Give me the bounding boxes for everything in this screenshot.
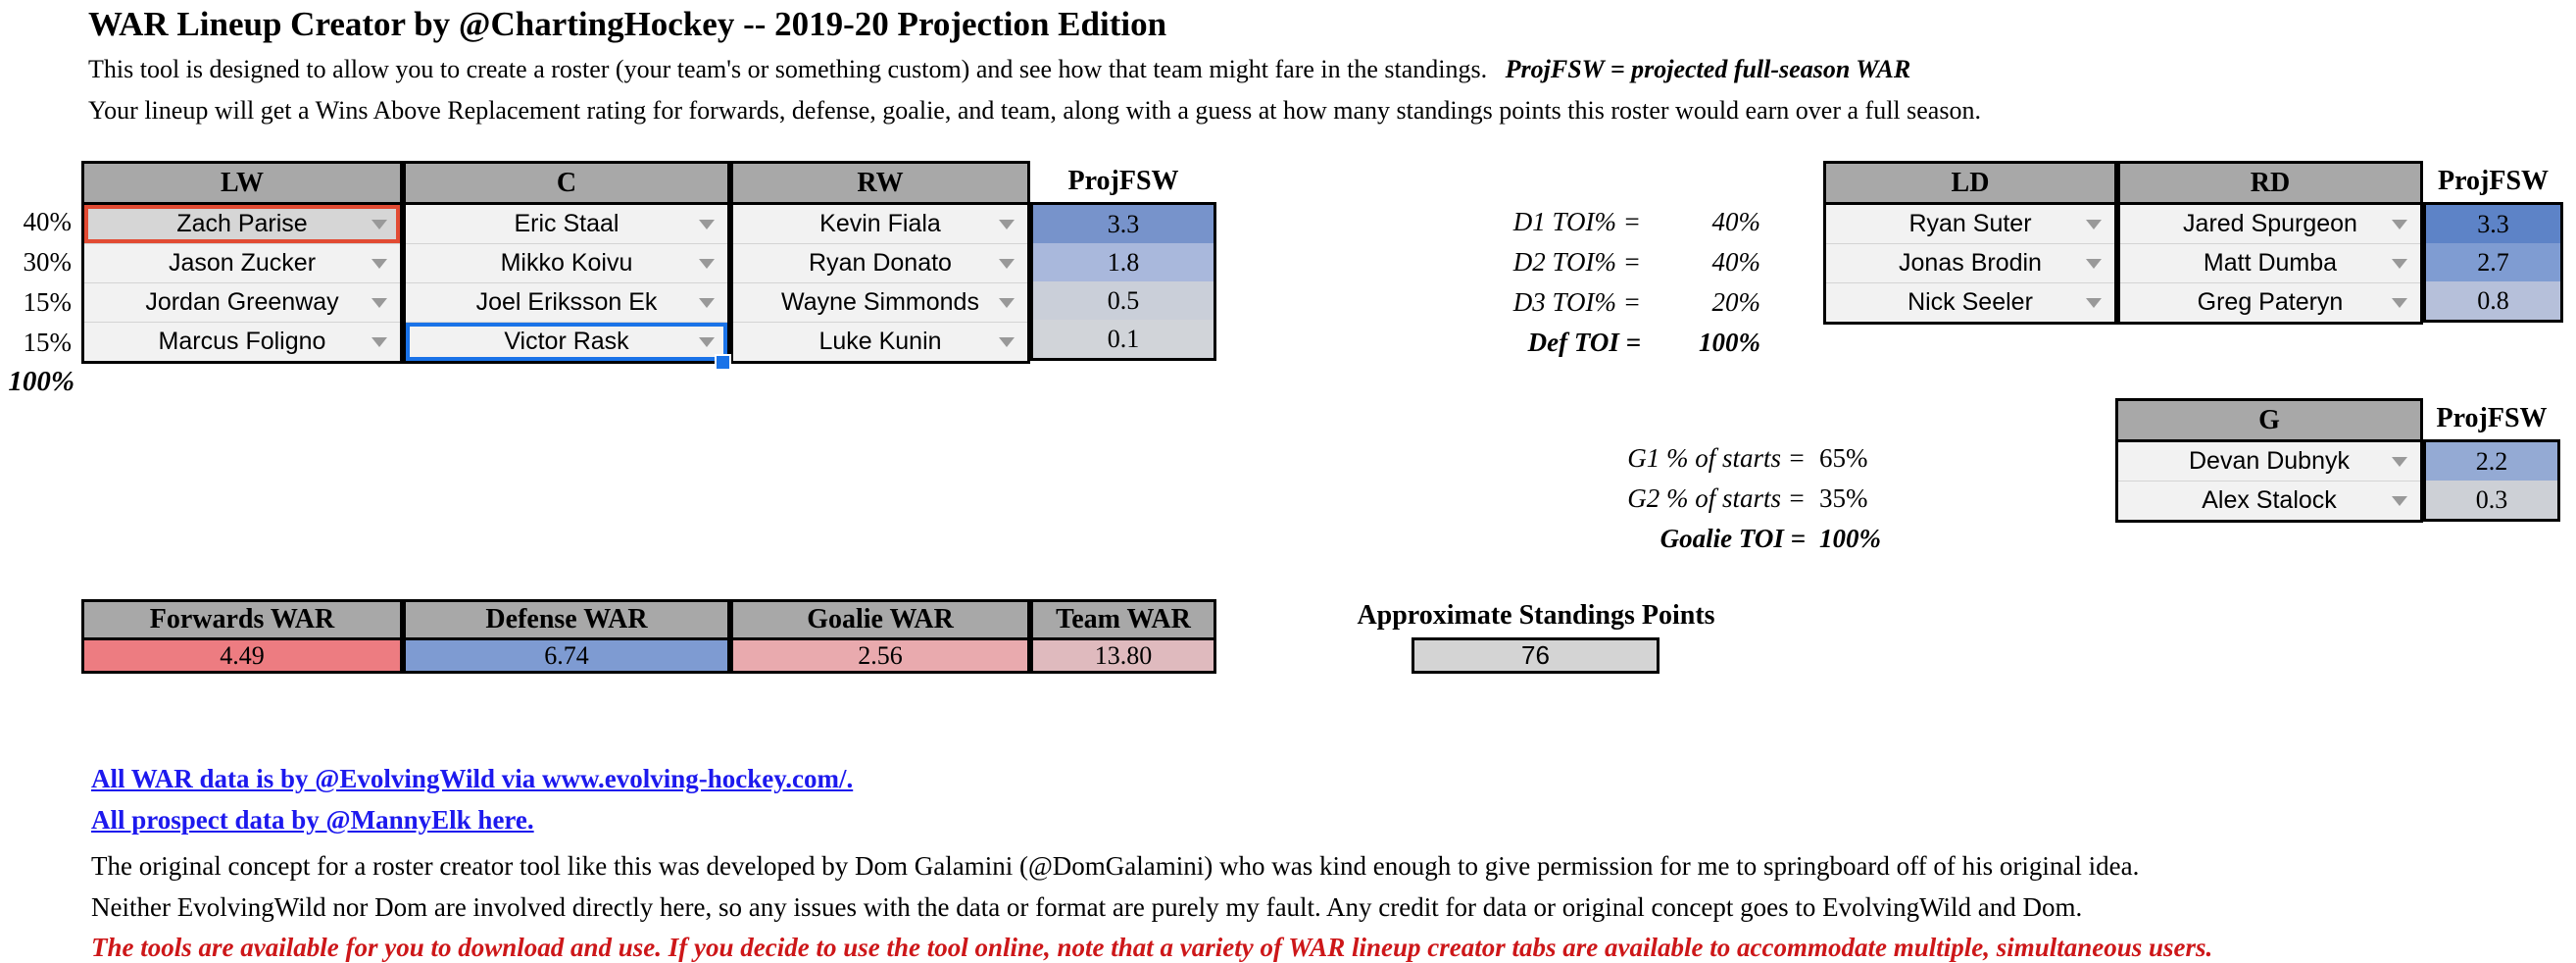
goalie-toi-total-value: 100% xyxy=(1819,524,1881,553)
forwards-war-block xyxy=(81,599,403,674)
g-column xyxy=(2115,398,2423,523)
goalie-projfsw-header: ProjFSW xyxy=(2436,403,2548,433)
page-title: WAR Lineup Creator by @ChartingHockey -- 2019-20 Projection Edition xyxy=(88,5,1167,43)
d3-toi-value[interactable]: 20% xyxy=(1711,287,1760,317)
player-name: Victor Rask xyxy=(504,328,629,355)
rd2-player-cell[interactable] xyxy=(2120,243,2420,282)
c4-player-cell-selected[interactable] xyxy=(406,322,727,361)
war-data-link[interactable]: All WAR data is by @EvolvingWild via www.evolving-hockey.com/. xyxy=(91,764,854,793)
lw-header: LW xyxy=(84,164,400,205)
player-name: Jason Zucker xyxy=(168,249,317,277)
goalie-projfsw-column xyxy=(2423,439,2560,522)
lw-column xyxy=(81,161,403,364)
dropdown-arrow-icon[interactable] xyxy=(372,259,387,269)
dropdown-arrow-icon[interactable] xyxy=(2392,259,2407,269)
defense-projfsw-header: ProjFSW xyxy=(2437,166,2550,196)
projfsw-value: 0.3 xyxy=(2426,481,2557,519)
goalie-war-header: Goalie WAR xyxy=(733,602,1027,640)
goalie-toi-total-label: Goalie TOI = xyxy=(1660,524,1806,553)
ld-column xyxy=(1823,161,2117,325)
c1-player-cell[interactable] xyxy=(406,205,727,243)
forward-toi-total: 100% xyxy=(8,366,74,397)
team-war-block xyxy=(1030,599,1216,674)
dropdown-arrow-icon[interactable] xyxy=(2086,298,2102,308)
projfsw-value: 0.5 xyxy=(1033,281,1214,320)
defense-war-block xyxy=(403,599,730,674)
forwards-projfsw-column xyxy=(1030,202,1216,361)
rd-column xyxy=(2117,161,2423,325)
dropdown-arrow-icon[interactable] xyxy=(699,259,715,269)
projfsw-value: 0.8 xyxy=(2426,281,2560,320)
lw4-player-cell[interactable] xyxy=(84,322,400,361)
forwards-war-header: Forwards WAR xyxy=(84,602,400,640)
player-name: Jonas Brodin xyxy=(1899,249,2042,277)
projfsw-value: 2.7 xyxy=(2426,243,2560,281)
defense-projfsw-column xyxy=(2423,202,2563,323)
credit-line-2: Neither EvolvingWild nor Dom are involved directly here, so any issues with the data or format are purely my fault. Any credit for data or original concept goes to EvolvingWild and Dom. xyxy=(91,892,2083,922)
g1-player-cell[interactable] xyxy=(2118,442,2420,481)
c-column xyxy=(403,161,730,364)
prospect-data-link[interactable]: All prospect data by @MannyElk here. xyxy=(91,805,534,835)
def-toi-total-label: Def TOI = xyxy=(1527,328,1641,357)
dropdown-arrow-icon[interactable] xyxy=(372,220,387,229)
rd-header: RD xyxy=(2120,164,2420,205)
standings-points-title: Approximate Standings Points xyxy=(1357,600,1715,631)
c3-player-cell[interactable] xyxy=(406,282,727,322)
g1-starts-value[interactable]: 65% xyxy=(1819,443,1868,473)
rw4-player-cell[interactable] xyxy=(733,322,1027,361)
forwards-war-value: 4.49 xyxy=(84,640,400,671)
defense-war-header: Defense WAR xyxy=(406,602,727,640)
rd3-player-cell[interactable] xyxy=(2120,282,2420,322)
rw3-player-cell[interactable] xyxy=(733,282,1027,322)
player-name: Jordan Greenway xyxy=(145,288,339,316)
player-name: Kevin Fiala xyxy=(819,210,941,237)
d3-toi-label: D3 TOI% = xyxy=(1512,287,1641,317)
d2-toi-label: D2 TOI% = xyxy=(1512,247,1641,277)
dropdown-arrow-icon[interactable] xyxy=(699,220,715,229)
d2-toi-value[interactable]: 40% xyxy=(1711,247,1760,277)
defense-war-value: 6.74 xyxy=(406,640,727,671)
player-name: Luke Kunin xyxy=(818,328,942,355)
dropdown-arrow-icon[interactable] xyxy=(999,220,1015,229)
selection-fill-handle[interactable] xyxy=(715,354,731,371)
dropdown-arrow-icon[interactable] xyxy=(2392,220,2407,229)
player-name: Alex Stalock xyxy=(2202,486,2337,514)
def-toi-total-value: 100% xyxy=(1699,328,1760,357)
rw1-player-cell[interactable] xyxy=(733,205,1027,243)
dropdown-arrow-icon[interactable] xyxy=(999,259,1015,269)
player-name: Devan Dubnyk xyxy=(2189,447,2350,475)
goalie-war-value: 2.56 xyxy=(733,640,1027,671)
player-name: Joel Eriksson Ek xyxy=(475,288,658,316)
forward-line1-toi-pct[interactable]: 40% xyxy=(23,207,72,236)
lw2-player-cell[interactable] xyxy=(84,243,400,282)
forward-line4-toi-pct[interactable]: 15% xyxy=(23,328,72,357)
goalie-war-block xyxy=(730,599,1030,674)
player-name: Jared Spurgeon xyxy=(2183,210,2357,237)
rw2-player-cell[interactable] xyxy=(733,243,1027,282)
player-name: Greg Pateryn xyxy=(2197,288,2344,316)
dropdown-arrow-icon[interactable] xyxy=(2392,496,2407,506)
credit-line-1: The original concept for a roster creator tool like this was developed by Dom Galamini (@DomGalamini) who was kind enough to give permission for me to springboard off of his original idea. xyxy=(91,851,2140,881)
intro-line-2: Your lineup will get a Wins Above Replacement rating for forwards, defense, goalie, and team, along with a guess at how many standings points this roster would earn over a full season. xyxy=(88,96,1981,125)
player-name: Ryan Suter xyxy=(1908,210,2032,237)
dropdown-arrow-icon[interactable] xyxy=(2392,457,2407,467)
dropdown-arrow-icon[interactable] xyxy=(2392,298,2407,308)
dropdown-arrow-icon[interactable] xyxy=(699,298,715,308)
dropdown-arrow-icon[interactable] xyxy=(372,337,387,347)
projfsw-definition: ProjFSW = projected full-season WAR xyxy=(1505,55,1911,83)
projfsw-value: 1.8 xyxy=(1033,243,1214,281)
rd1-player-cell[interactable] xyxy=(2120,205,2420,243)
projfsw-value: 3.3 xyxy=(2426,205,2560,243)
standings-points-box xyxy=(1412,637,1660,674)
team-war-header: Team WAR xyxy=(1033,602,1214,640)
g-header: G xyxy=(2118,401,2420,442)
ld-header: LD xyxy=(1826,164,2114,205)
lw3-player-cell[interactable] xyxy=(84,282,400,322)
player-name: Zach Parise xyxy=(176,210,308,237)
forward-line3-toi-pct[interactable]: 15% xyxy=(23,287,72,317)
dropdown-arrow-icon[interactable] xyxy=(999,298,1015,308)
forwards-projfsw-header: ProjFSW xyxy=(1067,166,1179,196)
dropdown-arrow-icon[interactable] xyxy=(2086,220,2102,229)
dropdown-arrow-icon[interactable] xyxy=(699,337,715,347)
team-war-value: 13.80 xyxy=(1033,640,1214,671)
c2-player-cell[interactable] xyxy=(406,243,727,282)
ld1-player-cell[interactable] xyxy=(1826,205,2114,243)
d1-toi-label: D1 TOI% = xyxy=(1512,207,1641,236)
intro-line-1-text: This tool is designed to allow you to create a roster (your team's or something custom) and see how that team might fare in the standings. xyxy=(88,55,1488,83)
usage-warning-text: The tools are available for you to download and use. If you decide to use the tool online, note that a variety of WAR lineup creator tabs are available to accommodate multiple, simultaneous users. xyxy=(91,933,2213,962)
dropdown-arrow-icon[interactable] xyxy=(999,337,1015,347)
player-name: Nick Seeler xyxy=(1907,288,2033,316)
player-name: Marcus Foligno xyxy=(158,328,326,355)
rw-column xyxy=(730,161,1030,364)
player-name: Eric Staal xyxy=(514,210,619,237)
dropdown-arrow-icon[interactable] xyxy=(372,298,387,308)
d1-toi-value[interactable]: 40% xyxy=(1711,207,1760,236)
player-name: Matt Dumba xyxy=(2203,249,2338,277)
projfsw-value: 0.1 xyxy=(1033,320,1214,358)
dropdown-arrow-icon[interactable] xyxy=(2086,259,2102,269)
player-name: Ryan Donato xyxy=(809,249,952,277)
standings-points-value: 76 xyxy=(1521,640,1550,670)
player-name: Mikko Koivu xyxy=(500,249,633,277)
player-name: Wayne Simmonds xyxy=(781,288,979,316)
lw1-player-cell[interactable] xyxy=(84,205,400,243)
forward-line2-toi-pct[interactable]: 30% xyxy=(23,247,72,277)
projfsw-value: 2.2 xyxy=(2426,442,2557,481)
g2-player-cell[interactable] xyxy=(2118,481,2420,520)
ld2-player-cell[interactable] xyxy=(1826,243,2114,282)
rw-header: RW xyxy=(733,164,1027,205)
g2-starts-label: G2 % of starts = xyxy=(1627,483,1806,513)
intro-line-1 xyxy=(88,55,1910,84)
c-header: C xyxy=(406,164,727,205)
ld3-player-cell[interactable] xyxy=(1826,282,2114,322)
projfsw-value: 3.3 xyxy=(1033,205,1214,243)
g1-starts-label: G1 % of starts = xyxy=(1627,443,1806,473)
g2-starts-value[interactable]: 35% xyxy=(1819,483,1868,513)
